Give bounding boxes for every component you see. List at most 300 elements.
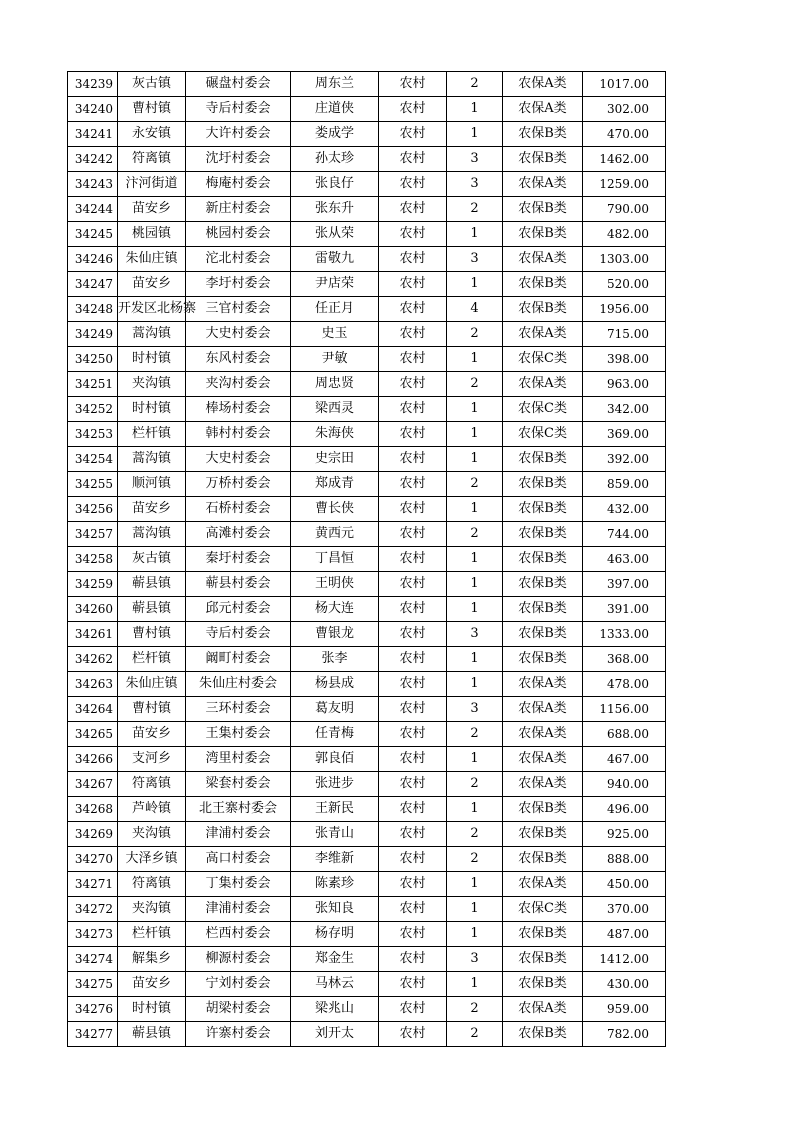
cell-amount: 368.00 <box>583 647 666 672</box>
cell-count: 2 <box>447 1022 503 1047</box>
cell-category: 农保A类 <box>503 97 583 122</box>
table-row <box>68 72 666 97</box>
cell-name: 张良仔 <box>291 172 379 197</box>
table-row <box>68 97 666 122</box>
cell-type: 农村 <box>379 222 447 247</box>
cell-name: 张进步 <box>291 772 379 797</box>
cell-village: 王集村委会 <box>186 722 291 747</box>
cell-category: 农保B类 <box>503 797 583 822</box>
cell-village: 津浦村委会 <box>186 897 291 922</box>
cell-town: 夹沟镇 <box>118 372 186 397</box>
table-row <box>68 747 666 772</box>
cell-count: 2 <box>447 997 503 1022</box>
cell-id: 34256 <box>68 497 118 522</box>
table-row <box>68 372 666 397</box>
cell-village: 大史村委会 <box>186 447 291 472</box>
cell-category: 农保A类 <box>503 722 583 747</box>
cell-category: 农保B类 <box>503 972 583 997</box>
cell-category: 农保B类 <box>503 272 583 297</box>
cell-amount: 520.00 <box>583 272 666 297</box>
cell-town: 栏杆镇 <box>118 922 186 947</box>
cell-name: 王新民 <box>291 797 379 822</box>
cell-category: 农保A类 <box>503 997 583 1022</box>
cell-id: 34242 <box>68 147 118 172</box>
cell-count: 2 <box>447 722 503 747</box>
cell-type: 农村 <box>379 97 447 122</box>
cell-type: 农村 <box>379 197 447 222</box>
cell-category: 农保B类 <box>503 922 583 947</box>
cell-count: 1 <box>447 597 503 622</box>
cell-amount: 1956.00 <box>583 297 666 322</box>
cell-type: 农村 <box>379 272 447 297</box>
cell-id: 34244 <box>68 197 118 222</box>
cell-type: 农村 <box>379 922 447 947</box>
cell-town: 桃园镇 <box>118 222 186 247</box>
cell-amount: 487.00 <box>583 922 666 947</box>
cell-count: 2 <box>447 322 503 347</box>
cell-count: 2 <box>447 197 503 222</box>
cell-category: 农保A类 <box>503 247 583 272</box>
cell-village: 韩村村委会 <box>186 422 291 447</box>
cell-count: 1 <box>447 222 503 247</box>
cell-id: 34261 <box>68 622 118 647</box>
cell-amount: 859.00 <box>583 472 666 497</box>
cell-category: 农保C类 <box>503 347 583 372</box>
cell-town: 苗安乡 <box>118 272 186 297</box>
cell-amount: 940.00 <box>583 772 666 797</box>
cell-id: 34251 <box>68 372 118 397</box>
cell-amount: 470.00 <box>583 122 666 147</box>
cell-name: 杨存明 <box>291 922 379 947</box>
table-row <box>68 297 666 322</box>
cell-count: 3 <box>447 247 503 272</box>
cell-count: 1 <box>447 922 503 947</box>
cell-village: 桃园村委会 <box>186 222 291 247</box>
cell-id: 34255 <box>68 472 118 497</box>
table-row <box>68 572 666 597</box>
cell-name: 周东兰 <box>291 72 379 97</box>
table-row <box>68 197 666 222</box>
cell-village: 梁套村委会 <box>186 772 291 797</box>
cell-village: 夹沟村委会 <box>186 372 291 397</box>
cell-name: 李维新 <box>291 847 379 872</box>
cell-id: 34248 <box>68 297 118 322</box>
cell-name: 任青梅 <box>291 722 379 747</box>
cell-count: 1 <box>447 647 503 672</box>
cell-id: 34267 <box>68 772 118 797</box>
cell-town: 苗安乡 <box>118 722 186 747</box>
cell-village: 新庄村委会 <box>186 197 291 222</box>
cell-count: 1 <box>447 422 503 447</box>
cell-id: 34250 <box>68 347 118 372</box>
cell-amount: 482.00 <box>583 222 666 247</box>
cell-id: 34260 <box>68 597 118 622</box>
cell-id: 34265 <box>68 722 118 747</box>
cell-village: 高口村委会 <box>186 847 291 872</box>
cell-town: 苗安乡 <box>118 197 186 222</box>
cell-amount: 782.00 <box>583 1022 666 1047</box>
table-row <box>68 997 666 1022</box>
cell-town: 灰古镇 <box>118 72 186 97</box>
cell-village: 高滩村委会 <box>186 522 291 547</box>
cell-name: 曹银龙 <box>291 622 379 647</box>
cell-name: 任正月 <box>291 297 379 322</box>
cell-town: 开发区北杨寨 <box>118 297 186 322</box>
cell-name: 张知良 <box>291 897 379 922</box>
cell-amount: 370.00 <box>583 897 666 922</box>
cell-category: 农保B类 <box>503 947 583 972</box>
cell-amount: 744.00 <box>583 522 666 547</box>
cell-category: 农保B类 <box>503 547 583 572</box>
table-row <box>68 547 666 572</box>
cell-category: 农保A类 <box>503 772 583 797</box>
cell-type: 农村 <box>379 522 447 547</box>
cell-category: 农保A类 <box>503 747 583 772</box>
cell-name: 张从荣 <box>291 222 379 247</box>
table-row <box>68 772 666 797</box>
cell-amount: 398.00 <box>583 347 666 372</box>
cell-town: 符离镇 <box>118 772 186 797</box>
table-row <box>68 597 666 622</box>
cell-village: 万桥村委会 <box>186 472 291 497</box>
cell-name: 梁兆山 <box>291 997 379 1022</box>
cell-type: 农村 <box>379 447 447 472</box>
cell-village: 湾里村委会 <box>186 747 291 772</box>
cell-town: 时村镇 <box>118 397 186 422</box>
cell-id: 34262 <box>68 647 118 672</box>
cell-count: 1 <box>447 497 503 522</box>
cell-type: 农村 <box>379 672 447 697</box>
cell-town: 蒿沟镇 <box>118 322 186 347</box>
cell-category: 农保C类 <box>503 397 583 422</box>
cell-town: 朱仙庄镇 <box>118 672 186 697</box>
cell-id: 34258 <box>68 547 118 572</box>
cell-amount: 1333.00 <box>583 622 666 647</box>
table-row <box>68 722 666 747</box>
cell-name: 周忠贤 <box>291 372 379 397</box>
cell-name: 曹长侠 <box>291 497 379 522</box>
cell-town: 栏杆镇 <box>118 647 186 672</box>
table-row <box>68 172 666 197</box>
cell-category: 农保B类 <box>503 522 583 547</box>
cell-village: 寺后村委会 <box>186 97 291 122</box>
cell-amount: 925.00 <box>583 822 666 847</box>
cell-id: 34275 <box>68 972 118 997</box>
cell-name: 王明侠 <box>291 572 379 597</box>
cell-amount: 432.00 <box>583 497 666 522</box>
cell-type: 农村 <box>379 347 447 372</box>
cell-village: 梅庵村委会 <box>186 172 291 197</box>
cell-village: 津浦村委会 <box>186 822 291 847</box>
cell-count: 2 <box>447 847 503 872</box>
cell-village: 秦圩村委会 <box>186 547 291 572</box>
cell-id: 34245 <box>68 222 118 247</box>
table-body <box>68 72 666 1047</box>
table-row <box>68 922 666 947</box>
cell-type: 农村 <box>379 547 447 572</box>
table-row <box>68 672 666 697</box>
cell-amount: 478.00 <box>583 672 666 697</box>
cell-village: 东风村委会 <box>186 347 291 372</box>
cell-category: 农保C类 <box>503 897 583 922</box>
cell-count: 1 <box>447 122 503 147</box>
cell-town: 蕲县镇 <box>118 1022 186 1047</box>
cell-amount: 1462.00 <box>583 147 666 172</box>
cell-count: 2 <box>447 772 503 797</box>
table-row <box>68 347 666 372</box>
table-row <box>68 272 666 297</box>
cell-town: 曹村镇 <box>118 97 186 122</box>
cell-name: 马林云 <box>291 972 379 997</box>
cell-village: 棒场村委会 <box>186 397 291 422</box>
cell-name: 史宗田 <box>291 447 379 472</box>
table-row <box>68 247 666 272</box>
cell-category: 农保A类 <box>503 172 583 197</box>
cell-amount: 1412.00 <box>583 947 666 972</box>
cell-id: 34241 <box>68 122 118 147</box>
cell-village: 三环村委会 <box>186 697 291 722</box>
cell-count: 1 <box>447 347 503 372</box>
cell-name: 雷敬九 <box>291 247 379 272</box>
cell-category: 农保A类 <box>503 72 583 97</box>
cell-category: 农保B类 <box>503 472 583 497</box>
cell-amount: 496.00 <box>583 797 666 822</box>
cell-type: 农村 <box>379 1022 447 1047</box>
table-row <box>68 497 666 522</box>
cell-id: 34253 <box>68 422 118 447</box>
cell-town: 曹村镇 <box>118 697 186 722</box>
cell-village: 石桥村委会 <box>186 497 291 522</box>
cell-type: 农村 <box>379 622 447 647</box>
cell-category: 农保A类 <box>503 372 583 397</box>
cell-village: 朱仙庄村委会 <box>186 672 291 697</box>
cell-count: 1 <box>447 272 503 297</box>
cell-type: 农村 <box>379 322 447 347</box>
table-row <box>68 622 666 647</box>
cell-id: 34254 <box>68 447 118 472</box>
cell-type: 农村 <box>379 122 447 147</box>
cell-town: 时村镇 <box>118 997 186 1022</box>
cell-type: 农村 <box>379 397 447 422</box>
cell-name: 张李 <box>291 647 379 672</box>
cell-type: 农村 <box>379 772 447 797</box>
cell-id: 34240 <box>68 97 118 122</box>
cell-town: 苗安乡 <box>118 497 186 522</box>
cell-id: 34259 <box>68 572 118 597</box>
cell-village: 沱北村委会 <box>186 247 291 272</box>
cell-type: 农村 <box>379 747 447 772</box>
cell-village: 北王寨村委会 <box>186 797 291 822</box>
cell-count: 1 <box>447 747 503 772</box>
cell-town: 蒿沟镇 <box>118 522 186 547</box>
cell-town: 解集乡 <box>118 947 186 972</box>
cell-id: 34264 <box>68 697 118 722</box>
cell-amount: 369.00 <box>583 422 666 447</box>
cell-amount: 1303.00 <box>583 247 666 272</box>
cell-village: 碾盘村委会 <box>186 72 291 97</box>
cell-village: 寺后村委会 <box>186 622 291 647</box>
cell-village: 胡梁村委会 <box>186 997 291 1022</box>
cell-amount: 963.00 <box>583 372 666 397</box>
cell-count: 1 <box>447 972 503 997</box>
cell-category: 农保A类 <box>503 322 583 347</box>
cell-id: 34239 <box>68 72 118 97</box>
cell-category: 农保B类 <box>503 847 583 872</box>
cell-name: 尹店荣 <box>291 272 379 297</box>
cell-name: 张青山 <box>291 822 379 847</box>
cell-name: 孙太珍 <box>291 147 379 172</box>
cell-id: 34271 <box>68 872 118 897</box>
table-row <box>68 822 666 847</box>
cell-count: 3 <box>447 622 503 647</box>
cell-type: 农村 <box>379 147 447 172</box>
cell-type: 农村 <box>379 822 447 847</box>
cell-type: 农村 <box>379 897 447 922</box>
cell-name: 尹敏 <box>291 347 379 372</box>
cell-type: 农村 <box>379 997 447 1022</box>
cell-town: 夹沟镇 <box>118 822 186 847</box>
cell-name: 刘开太 <box>291 1022 379 1047</box>
cell-category: 农保C类 <box>503 422 583 447</box>
cell-amount: 342.00 <box>583 397 666 422</box>
cell-count: 1 <box>447 447 503 472</box>
cell-type: 农村 <box>379 422 447 447</box>
data-table <box>67 71 666 1047</box>
cell-count: 3 <box>447 172 503 197</box>
table-row <box>68 947 666 972</box>
cell-type: 农村 <box>379 72 447 97</box>
cell-amount: 467.00 <box>583 747 666 772</box>
cell-name: 史玉 <box>291 322 379 347</box>
cell-amount: 450.00 <box>583 872 666 897</box>
cell-type: 农村 <box>379 497 447 522</box>
table-row <box>68 422 666 447</box>
cell-count: 1 <box>447 672 503 697</box>
cell-amount: 688.00 <box>583 722 666 747</box>
cell-type: 农村 <box>379 172 447 197</box>
cell-count: 1 <box>447 872 503 897</box>
cell-id: 34270 <box>68 847 118 872</box>
cell-amount: 1017.00 <box>583 72 666 97</box>
cell-category: 农保B类 <box>503 572 583 597</box>
cell-category: 农保B类 <box>503 197 583 222</box>
cell-name: 张东升 <box>291 197 379 222</box>
cell-name: 郭良佰 <box>291 747 379 772</box>
table-row <box>68 522 666 547</box>
cell-name: 葛友明 <box>291 697 379 722</box>
cell-town: 蒿沟镇 <box>118 447 186 472</box>
cell-town: 灰古镇 <box>118 547 186 572</box>
cell-type: 农村 <box>379 847 447 872</box>
cell-town: 符离镇 <box>118 147 186 172</box>
cell-town: 栏杆镇 <box>118 422 186 447</box>
table-row <box>68 897 666 922</box>
cell-amount: 430.00 <box>583 972 666 997</box>
cell-category: 农保A类 <box>503 672 583 697</box>
cell-count: 2 <box>447 72 503 97</box>
cell-type: 农村 <box>379 247 447 272</box>
cell-amount: 959.00 <box>583 997 666 1022</box>
table-row <box>68 322 666 347</box>
cell-count: 1 <box>447 797 503 822</box>
cell-id: 34247 <box>68 272 118 297</box>
cell-count: 1 <box>447 97 503 122</box>
cell-id: 34276 <box>68 997 118 1022</box>
cell-amount: 392.00 <box>583 447 666 472</box>
cell-village: 宁刘村委会 <box>186 972 291 997</box>
cell-name: 朱海侠 <box>291 422 379 447</box>
cell-category: 农保B类 <box>503 147 583 172</box>
cell-village: 三官村委会 <box>186 297 291 322</box>
table-row <box>68 122 666 147</box>
cell-type: 农村 <box>379 697 447 722</box>
cell-village: 柳源村委会 <box>186 947 291 972</box>
cell-id: 34266 <box>68 747 118 772</box>
cell-count: 4 <box>447 297 503 322</box>
cell-category: 农保B类 <box>503 822 583 847</box>
cell-name: 丁昌恒 <box>291 547 379 572</box>
cell-type: 农村 <box>379 797 447 822</box>
cell-town: 朱仙庄镇 <box>118 247 186 272</box>
cell-name: 郑金生 <box>291 947 379 972</box>
cell-id: 34257 <box>68 522 118 547</box>
cell-id: 34246 <box>68 247 118 272</box>
cell-id: 34249 <box>68 322 118 347</box>
cell-id: 34272 <box>68 897 118 922</box>
cell-count: 3 <box>447 697 503 722</box>
cell-amount: 397.00 <box>583 572 666 597</box>
table-row <box>68 797 666 822</box>
cell-village: 丁集村委会 <box>186 872 291 897</box>
cell-id: 34274 <box>68 947 118 972</box>
table-row <box>68 222 666 247</box>
cell-village: 李圩村委会 <box>186 272 291 297</box>
table-row <box>68 1022 666 1047</box>
cell-category: 农保B类 <box>503 297 583 322</box>
cell-type: 农村 <box>379 647 447 672</box>
cell-category: 农保A类 <box>503 872 583 897</box>
cell-type: 农村 <box>379 572 447 597</box>
cell-id: 34269 <box>68 822 118 847</box>
cell-amount: 391.00 <box>583 597 666 622</box>
cell-town: 支河乡 <box>118 747 186 772</box>
cell-id: 34252 <box>68 397 118 422</box>
cell-count: 2 <box>447 522 503 547</box>
table-row <box>68 872 666 897</box>
cell-name: 庄道侠 <box>291 97 379 122</box>
cell-category: 农保B类 <box>503 622 583 647</box>
cell-count: 1 <box>447 897 503 922</box>
cell-count: 1 <box>447 572 503 597</box>
cell-category: 农保B类 <box>503 497 583 522</box>
cell-amount: 1259.00 <box>583 172 666 197</box>
table-row <box>68 397 666 422</box>
cell-amount: 1156.00 <box>583 697 666 722</box>
cell-count: 1 <box>447 397 503 422</box>
cell-town: 永安镇 <box>118 122 186 147</box>
table-row <box>68 847 666 872</box>
cell-count: 3 <box>447 947 503 972</box>
cell-count: 2 <box>447 822 503 847</box>
cell-category: 农保A类 <box>503 697 583 722</box>
cell-town: 夹沟镇 <box>118 897 186 922</box>
cell-category: 农保B类 <box>503 597 583 622</box>
cell-name: 杨县成 <box>291 672 379 697</box>
cell-village: 邱元村委会 <box>186 597 291 622</box>
cell-name: 陈素珍 <box>291 872 379 897</box>
cell-name: 梁西灵 <box>291 397 379 422</box>
cell-name: 郑成青 <box>291 472 379 497</box>
